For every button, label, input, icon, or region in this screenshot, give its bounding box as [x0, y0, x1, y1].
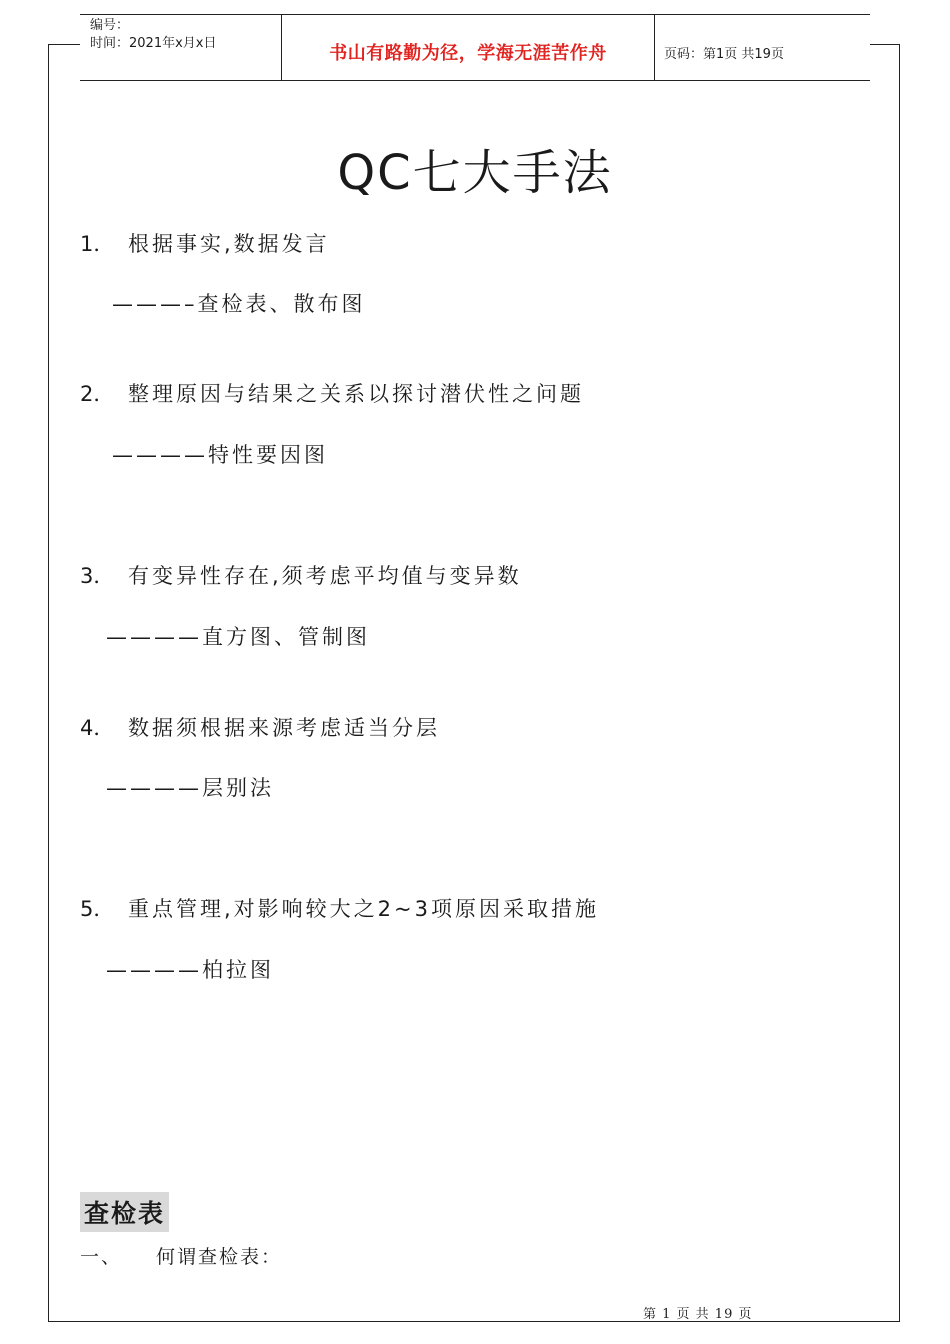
list-item	[80, 560, 522, 590]
item-text: 整理原因与结果之关系以探讨潜伏性之问题	[128, 382, 584, 406]
header-divider	[654, 15, 655, 80]
header-motto: 书山有路勤为径，学海无涯苦作舟	[329, 43, 607, 64]
item-number: 5．	[80, 897, 115, 921]
serial-label: 编号：	[90, 18, 130, 33]
header-meta	[90, 17, 216, 53]
section-subhead	[80, 1242, 282, 1269]
subhead-text: 何谓查检表：	[156, 1246, 283, 1268]
document-title: QC七大手法	[337, 145, 613, 201]
item-tool: ————柏拉图	[106, 958, 274, 982]
header-page-info: 页码：第1页 共19页	[664, 47, 784, 62]
list-item	[80, 228, 330, 258]
list-item	[80, 712, 440, 742]
item-text: 重点管理,对影响较大之2~3项原因采取措施	[128, 897, 599, 921]
item-tool: ————特性要因图	[112, 443, 328, 467]
item-number: 3．	[80, 564, 115, 588]
list-item	[80, 893, 599, 923]
item-tool: ————直方图、管制图	[106, 625, 370, 649]
item-number: 2．	[80, 382, 115, 406]
time-label: 时间：2021年x月x日	[90, 36, 217, 51]
item-text: 根据事实,数据发言	[128, 232, 330, 256]
item-tool: ————层别法	[106, 776, 274, 800]
item-text: 有变异性存在,须考虑平均值与变异数	[128, 564, 522, 588]
page-footer: 第 1 页 共 19 页	[643, 1307, 753, 1322]
subhead-number: 一、	[80, 1246, 123, 1268]
item-text: 数据须根据来源考虑适当分层	[128, 716, 440, 740]
item-tool: ———–查检表、散布图	[112, 292, 366, 316]
item-number: 4．	[80, 716, 115, 740]
item-number: 1．	[80, 232, 115, 256]
list-item	[80, 378, 584, 408]
section-title: 查检表	[80, 1192, 169, 1232]
page-header	[80, 14, 870, 81]
